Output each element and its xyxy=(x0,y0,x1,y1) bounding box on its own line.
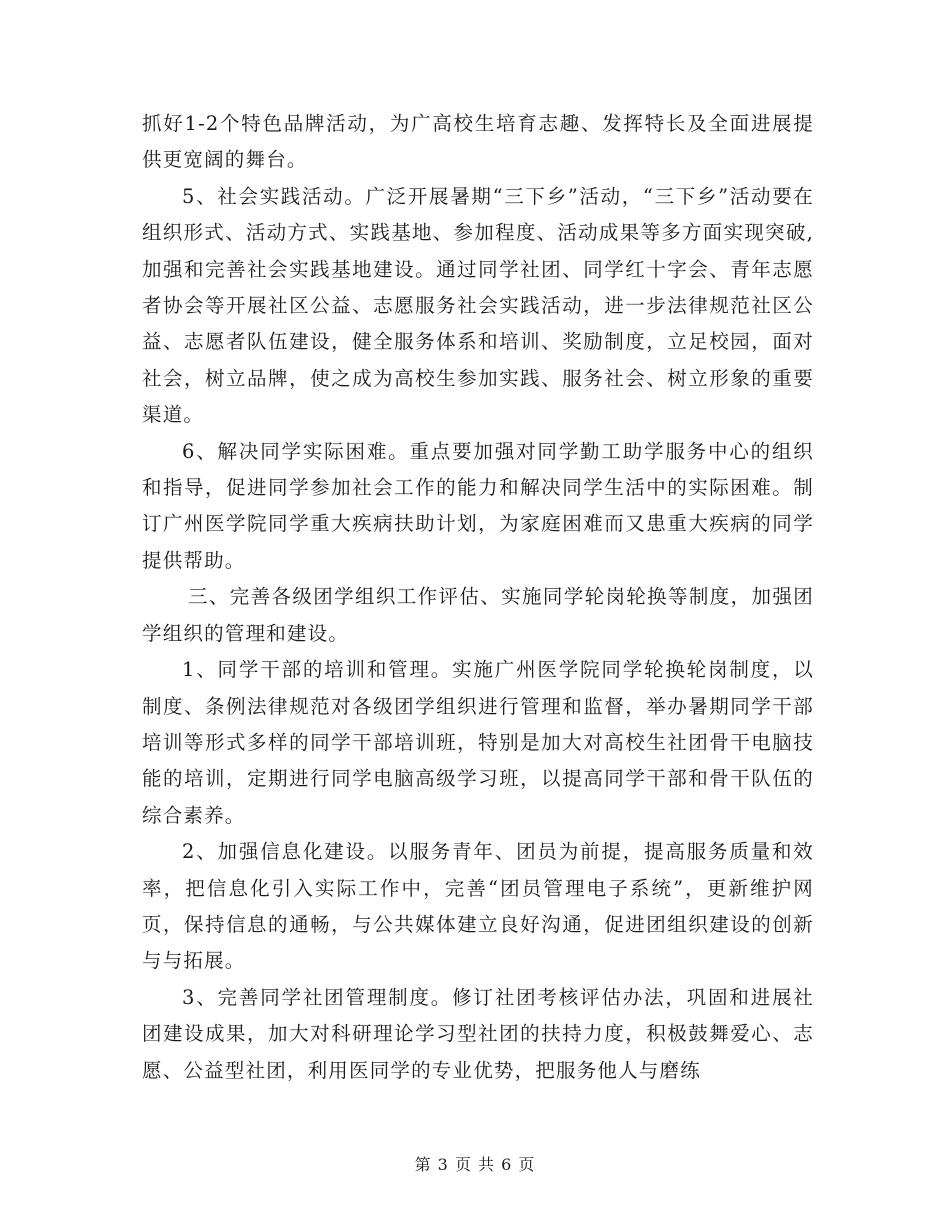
paragraph-informatization: 2、加强信息化建设。以服务青年、团员为前提，提高服务质量和效率，把信息化引入实际工作中，完善“团员管理电子系统”，更新维护网页，保持信息的通畅，与公共媒体建立良好沟通，促进团组织建设的创新与与拓展。 xyxy=(142,840,814,973)
paragraph-social-practice: 5、社会实践活动。广泛开展暑期“三下乡”活动，“三下乡”活动要在组织形式、活动方式、实践基地、参加程度、活动成果等多方面实现突破,加强和完善社会实践基地建设。通过同学社团、同学红十字会、青年志愿者协会等开展社区公益、志愿服务社会实践活动，进一步法律规范社区公益、志愿者队伍建设，健全服务体系和培训、奖励制度，立足校园，面对社会，树立品牌，使之成为高校生参加实践、服务社会、树立形象的重要渠道。 xyxy=(142,184,814,427)
paragraph-continuation: 抓好1-2个特色品牌活动，为广高校生培育志趣、发挥特长及全面进展提供更宽阔的舞台。 xyxy=(142,112,814,172)
paragraph-cadre-training: 1、同学干部的培训和管理。实施广州医学院同学轮换轮岗制度，以制度、条例法律规范对各级团学组织进行管理和监督，举办暑期同学干部培训等形式多样的同学干部培训班，特别是加大对高校生社团骨干电脑技能的培训，定期进行同学电脑高级学习班，以提高同学干部和骨干队伍的综合素养。 xyxy=(142,658,814,827)
paragraph-student-difficulties: 6、解决同学实际困难。重点要加强对同学勤工助学服务中心的组织和指导，促进同学参加社会工作的能力和解决同学生活中的实际困难。制订广州医学院同学重大疾病扶助计划，为家庭困难而又患重大疾病的同学提供帮助。 xyxy=(142,439,814,572)
page-number-footer: 第 3 页 共 6 页 xyxy=(414,1155,536,1174)
paragraph-club-management: 3、完善同学社团管理制度。修订社团考核评估办法，巩固和进展社团建设成果，加大对科研理论学习型社团的扶持力度，积极鼓舞爱心、志愿、公益型社团，利用医同学的专业优势，把服务他人与磨练 xyxy=(142,985,814,1082)
section-heading-three: 三、完善各级团学组织工作评估、实施同学轮岗轮换等制度，加强团学组织的管理和建设。 xyxy=(142,585,814,645)
body-text xyxy=(142,106,814,1089)
